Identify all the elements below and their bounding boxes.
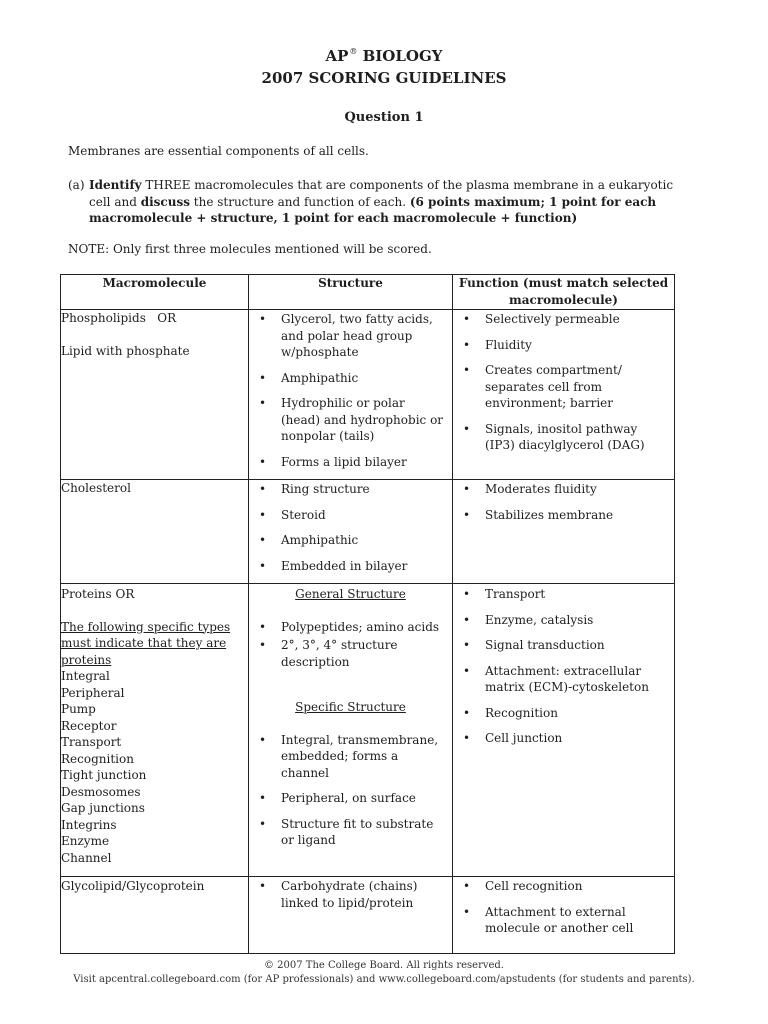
column-header-structure: Structure	[249, 275, 453, 310]
protein-type: Enzyme	[61, 834, 110, 848]
protein-type: Peripheral	[61, 685, 125, 700]
list-item: • Cell junction	[461, 730, 668, 747]
list-item: • 2°, 3°, 4° structure description	[257, 637, 446, 670]
list-item: • Amphipathic	[257, 532, 446, 549]
table-header-row	[61, 275, 675, 310]
protein-type: Channel	[61, 850, 112, 865]
column-header-macromolecule: Macromolecule	[61, 275, 249, 310]
list-item: • Signal transduction	[461, 637, 668, 654]
macromolecule-cell: Phospholipids OR Lipid with phosphate	[61, 310, 249, 480]
copyright-notice: © 2007 The College Board. All rights reserved.	[264, 960, 504, 971]
specific-structure-heading: Specific Structure	[295, 700, 406, 714]
macromolecule-cell: Cholesterol	[61, 480, 249, 584]
general-structure-heading: General Structure	[295, 587, 406, 601]
list-item: • Stabilizes membrane	[461, 507, 668, 524]
list-item: • Cell recognition	[461, 878, 668, 895]
protein-type: Integrins	[61, 817, 117, 832]
document-subtitle: 2007 SCORING GUIDELINES	[261, 69, 507, 87]
list-item: • Amphipathic	[257, 370, 446, 387]
structure-cell	[249, 584, 453, 877]
list-item: • Ring structure	[257, 481, 446, 498]
document-title: AP® BIOLOGY	[325, 47, 443, 65]
discuss-keyword: discuss	[140, 194, 190, 209]
table-row-phospholipids	[61, 310, 675, 480]
identify-keyword: Identify	[89, 178, 142, 192]
function-cell	[453, 877, 675, 954]
list-item: • Steroid	[257, 507, 446, 524]
part-a-prompt: (a) Identify THREE macromolecules that are components of the plasma membrane in a eukaryotic cell and discuss the structure and function of each. (6 points maximum; 1 point for each macromolecule + structure, 1 point for each macromolecule + function)	[68, 178, 674, 225]
list-item: • Transport	[461, 586, 668, 603]
question-title: Question 1	[344, 110, 424, 125]
registered-mark: ®	[349, 47, 358, 56]
list-item: • Attachment: extracellular matrix (ECM)-cytoskeleton	[461, 663, 668, 696]
list-item: • Integral, transmembrane, embedded; forms a channel	[257, 732, 446, 782]
protein-type: Transport	[61, 735, 122, 749]
macromolecule-cell: Glycolipid/Glycoprotein	[61, 877, 249, 954]
list-item: • Peripheral, on surface	[257, 790, 446, 807]
protein-type: Receptor	[61, 718, 117, 733]
list-item: • Forms a lipid bilayer	[257, 454, 446, 471]
list-item: • Fluidity	[461, 337, 668, 354]
protein-type: Recognition	[61, 751, 134, 766]
list-item: • Signals, inositol pathway (IP3) diacylglycerol (DAG)	[461, 421, 668, 454]
protein-type: Gap junctions	[61, 801, 145, 815]
points-note: (6 points maximum; 1 point for each macromolecule + structure, 1 point for each macromolecule + function)	[89, 194, 657, 225]
list-item: • Glycerol, two fatty acids, and polar head group w/phosphate	[257, 311, 446, 361]
protein-type: Desmosomes	[61, 784, 141, 799]
list-item: • Carbohydrate (chains) linked to lipid/protein	[257, 878, 446, 911]
function-cell	[453, 310, 675, 480]
list-item: • Enzyme, catalysis	[461, 612, 668, 629]
scoring-note: NOTE: Only first three molecules mentioned will be scored.	[68, 242, 432, 256]
list-item: • Hydrophilic or polar (head) and hydrophobic or nonpolar (tails)	[257, 395, 446, 445]
table-row-glycolipid	[61, 877, 675, 954]
function-cell	[453, 480, 675, 584]
structure-cell	[249, 480, 453, 584]
structure-cell	[249, 877, 453, 954]
column-header-function: Function (must match selected macromolecule)	[453, 275, 675, 310]
scoring-table	[60, 274, 675, 954]
list-item: • Selectively permeable	[461, 311, 668, 328]
table-row-proteins	[61, 584, 675, 877]
list-item: • Structure fit to substrate or ligand	[257, 816, 446, 849]
list-item: • Embedded in bilayer	[257, 558, 446, 575]
protein-type: Integral	[61, 669, 110, 683]
list-item: • Polypeptides; amino acids	[257, 619, 446, 636]
table-row-cholesterol	[61, 480, 675, 584]
list-item: • Recognition	[461, 705, 668, 722]
intro-text: Membranes are essential components of all cells.	[68, 144, 369, 158]
structure-cell	[249, 310, 453, 480]
protein-type: Tight junction	[61, 768, 147, 782]
list-item: • Attachment to external molecule or another cell	[461, 904, 668, 937]
proteins-requirement-note: The following specific types must indicate that they are proteins	[61, 619, 231, 667]
list-item: • Moderates fluidity	[461, 481, 668, 498]
footer-links-text: Visit apcentral.collegeboard.com (for AP professionals) and www.collegeboard.com/apstudents (for students and parents).	[73, 974, 695, 985]
part-a-label: (a)	[68, 178, 85, 192]
list-item: • Creates compartment/ separates cell from environment; barrier	[461, 362, 668, 412]
function-cell	[453, 584, 675, 877]
macromolecule-cell: Proteins OR The following specific types must indicate that they are proteins Integral Peripheral Pump Receptor Transport Recognition Tight junction Desmosomes Gap junctions Integrins Enzyme Channel	[61, 584, 249, 877]
protein-type: Pump	[61, 702, 96, 716]
